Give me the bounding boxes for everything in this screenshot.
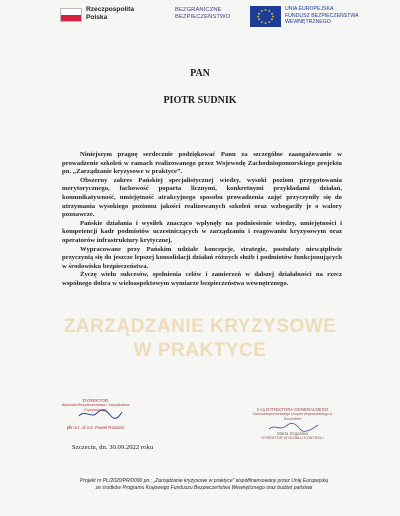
handwritten-signature-right bbox=[266, 421, 321, 433]
rp-logo-line1: Rzeczpospolita bbox=[86, 6, 134, 13]
rzeczpospolita-logo bbox=[60, 6, 150, 30]
footer-line1: Projekt nr PL/2020/PR/0090 pn.: „Zarządzanie kryzysowe w praktyce” współfinansowany przez Unię Europejską bbox=[80, 478, 328, 484]
eu-logo-text bbox=[285, 6, 385, 26]
left-signer-title: DYREKTOR bbox=[82, 398, 109, 403]
right-signer-name: Marta Zegarska bbox=[277, 431, 308, 436]
rzeczpospolita-logo-text bbox=[86, 6, 134, 21]
rp-logo-line2: Polska bbox=[86, 13, 108, 21]
right-signer-department: DYREKTOR WYDZIAŁU KONTROLI bbox=[261, 436, 324, 440]
salutation: PAN bbox=[190, 68, 210, 79]
project-footer bbox=[54, 478, 354, 492]
eu-logo-line3: WEWNĘTRZNEGO bbox=[285, 19, 331, 25]
eu-flag-icon bbox=[250, 6, 281, 27]
bb-logo-line1: BEZGRANICZNE bbox=[175, 7, 222, 13]
handwritten-signature-left bbox=[75, 407, 125, 421]
polish-flag-icon bbox=[60, 8, 82, 22]
watermark-line1: ZARZĄDZANIE KRYZYSOWE bbox=[63, 316, 337, 337]
date-line: Szczecin, dn. 30.09.2022 roku bbox=[72, 444, 154, 451]
body-paragraph: Pańskie działania i wysiłek znacząco wpłynęły na podniesienie wiedzy, umiejętności i kompetencji kadr podmiotów uczestniczących w zarządzaniu i reagowaniu kryzysowym oraz operatorów infrastruktury krytycznej. bbox=[62, 219, 342, 244]
eu-logo-line2: FUNDUSZ BEZPIECZEŃSTWA bbox=[285, 12, 359, 19]
bezgraniczne-logo bbox=[175, 7, 230, 21]
footer-line2: ze środków Programu Krajowego Funduszu Bezpieczeństwa Wewnętrznego oraz budżet państwa bbox=[95, 484, 313, 491]
bb-logo-line2: BEZPIECZEŃSTWO bbox=[175, 14, 231, 20]
watermark-line2: W PRAKTYCE bbox=[133, 340, 267, 361]
right-signer-title: z-ca DYREKTORA GENERALNEGO bbox=[256, 407, 329, 412]
letter-body bbox=[62, 151, 342, 289]
left-signer-name: płk rez. dr inż. Paweł Rodacki bbox=[66, 425, 125, 430]
eu-logo-line1: UNIA EUROPEJSKA bbox=[285, 6, 334, 12]
body-paragraph: Niniejszym pragnę serdecznie podziękować Panu za szczególne zaangażowanie w prowadzenie szkoleń w ramach realizowanego przez Wojewodę Zachodniopomorskiego projektu pn. „Zarządzanie kryzysowe w praktyce”. bbox=[62, 151, 342, 176]
body-paragraph: Obszerny zakres Pańskiej specjalistycznej wiedzy, wysoki poziom przygotowania merytorycznego, fachowość poparta licznymi, konkretnymi przykładami działań, komunikatywność, umiejętność atrakcyjnego sposobu prowadzenia zajęć przyczyniły się do utrzymania wysokiego poziomu jakości realizowanych szkoleń oraz wzbogaciły je o walory poznawcze. bbox=[62, 176, 342, 219]
right-signer-office: Zachodniopomorskiego Urzędu Wojewódzkiego w Szczecinie bbox=[252, 412, 333, 421]
left-signer-department: Wydziału Bezpieczeństwa i Zarządzania Kryzysowego bbox=[61, 403, 130, 412]
body-paragraph: Wypracowane przy Pańskim udziale koncepcje, strategie, postulaty niewątpliwie przyczynią się do jeszcze lepszej konsolidacji działań różnych służb i podmiotów funkcjonujących w środowisku bezpieczeństwa. bbox=[62, 245, 342, 270]
body-paragraph: Życzę wielu sukcesów, spełnienia celów i zamierzeń w dalszej działalności na rzecz wspólnego dobra w wieloaspektowym wymiarze bezpieczeństwa wewnętrznego. bbox=[62, 271, 342, 287]
recipient-name: PIOTR SUDNIK bbox=[163, 95, 237, 106]
header-logos bbox=[60, 6, 370, 32]
